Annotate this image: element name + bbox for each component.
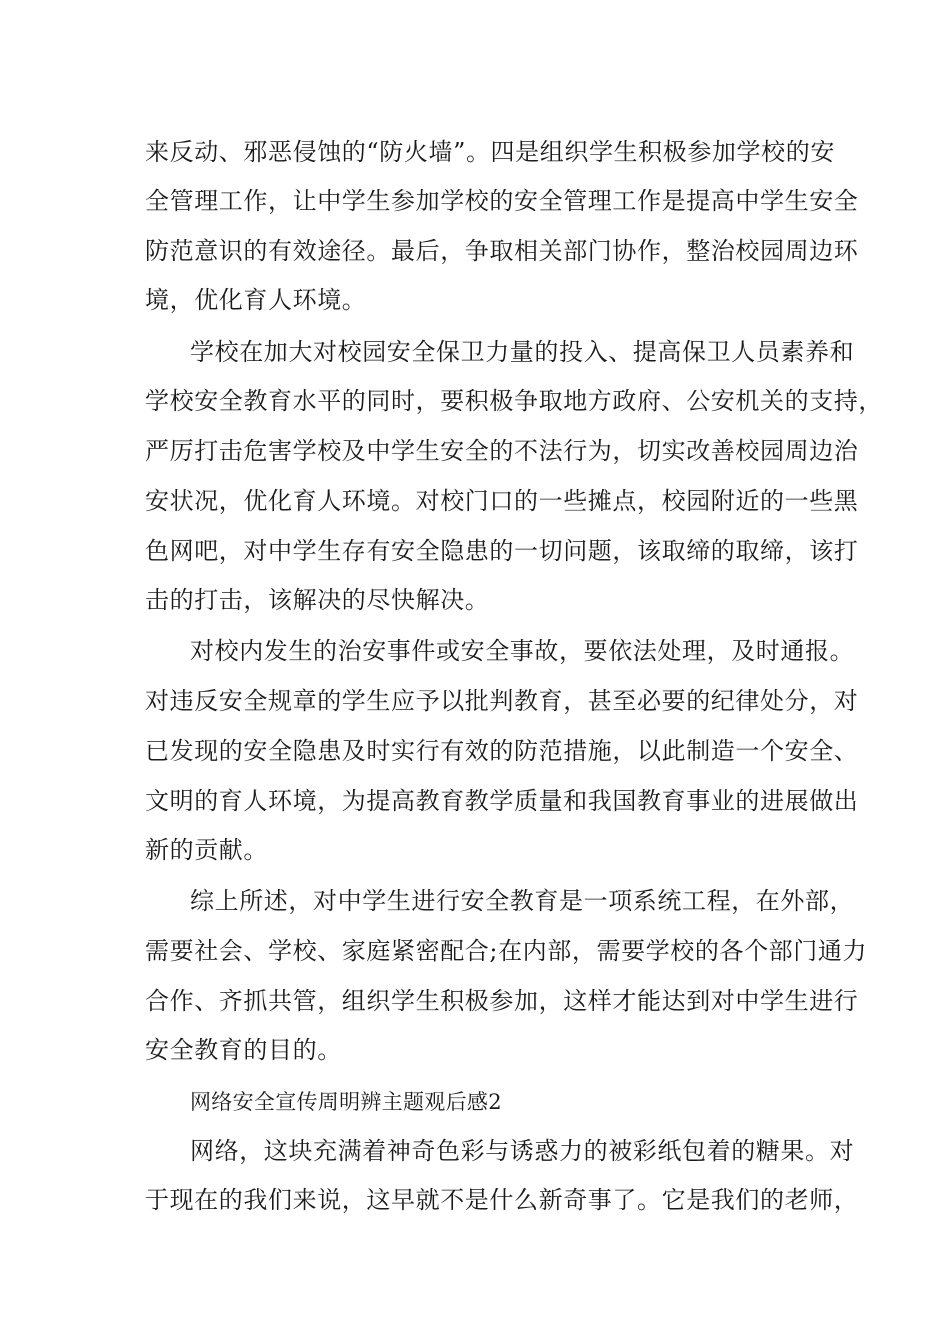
paragraph-line: 色网吧，对中学生存有安全隐患的一切问题，该取缔的取缔，该打 <box>145 537 859 565</box>
paragraph-line: 击的打击，该解决的尽快解决。 <box>145 586 490 614</box>
paragraph-line: 对校内发生的治安事件或安全事故，要依法处理，及时通报。 <box>190 637 855 665</box>
paragraph-line: 全管理工作，让中学生参加学校的安全管理工作是提高中学生安全 <box>145 187 859 215</box>
paragraph-line: 于现在的我们来说，这早就不是什么新奇事了。它是我们的老师， <box>145 1186 859 1214</box>
paragraph-line: 网络，这块充满着神奇色彩与诱惑力的被彩纸包着的糖果。对 <box>190 1137 855 1165</box>
paragraph-line: 防范意识的有效途径。最后，争取相关部门协作，整治校园周边环 <box>145 237 859 265</box>
paragraph-line: 学校安全教育水平的同时，要积极争取地方政府、公安机关的支持， <box>145 387 883 415</box>
paragraph-line: 安状况，优化育人环境。对校门口的一些摊点，校园附近的一些黑 <box>145 487 859 515</box>
paragraph-line: 新的贡献。 <box>145 836 268 864</box>
paragraph-line: 合作、齐抓共管，组织学生积极参加，这样才能达到对中学生进行 <box>145 987 859 1015</box>
paragraph-line: 严厉打击危害学校及中学生安全的不法行为，切实改善校园周边治 <box>145 437 859 465</box>
paragraph-line: 安全教育的目的。 <box>145 1036 342 1064</box>
paragraph-line: 境，优化育人环境。 <box>145 286 367 314</box>
paragraph-line: 综上所述，对中学生进行安全教育是一项系统工程，在外部， <box>190 887 855 915</box>
section-heading: 网络安全宣传周明辨主题观后感2 <box>190 1090 502 1114</box>
paragraph-line: 文明的育人环境，为提高教育教学质量和我国教育事业的进展做出 <box>145 787 859 815</box>
paragraph-line: 来反动、邪恶侵蚀的“防火墙”。四是组织学生积极参加学校的安 <box>145 138 835 166</box>
paragraph-line: 对违反安全规章的学生应予以批判教育，甚至必要的纪律处分，对 <box>145 687 859 715</box>
paragraph-line: 学校在加大对校园安全保卫力量的投入、提高保卫人员素养和 <box>190 338 855 366</box>
paragraph-line: 需要社会、学校、家庭紧密配合;在内部，需要学校的各个部门通力 <box>145 937 868 965</box>
paragraph-line: 已发现的安全隐患及时实行有效的防范措施，以此制造一个安全、 <box>145 737 859 765</box>
